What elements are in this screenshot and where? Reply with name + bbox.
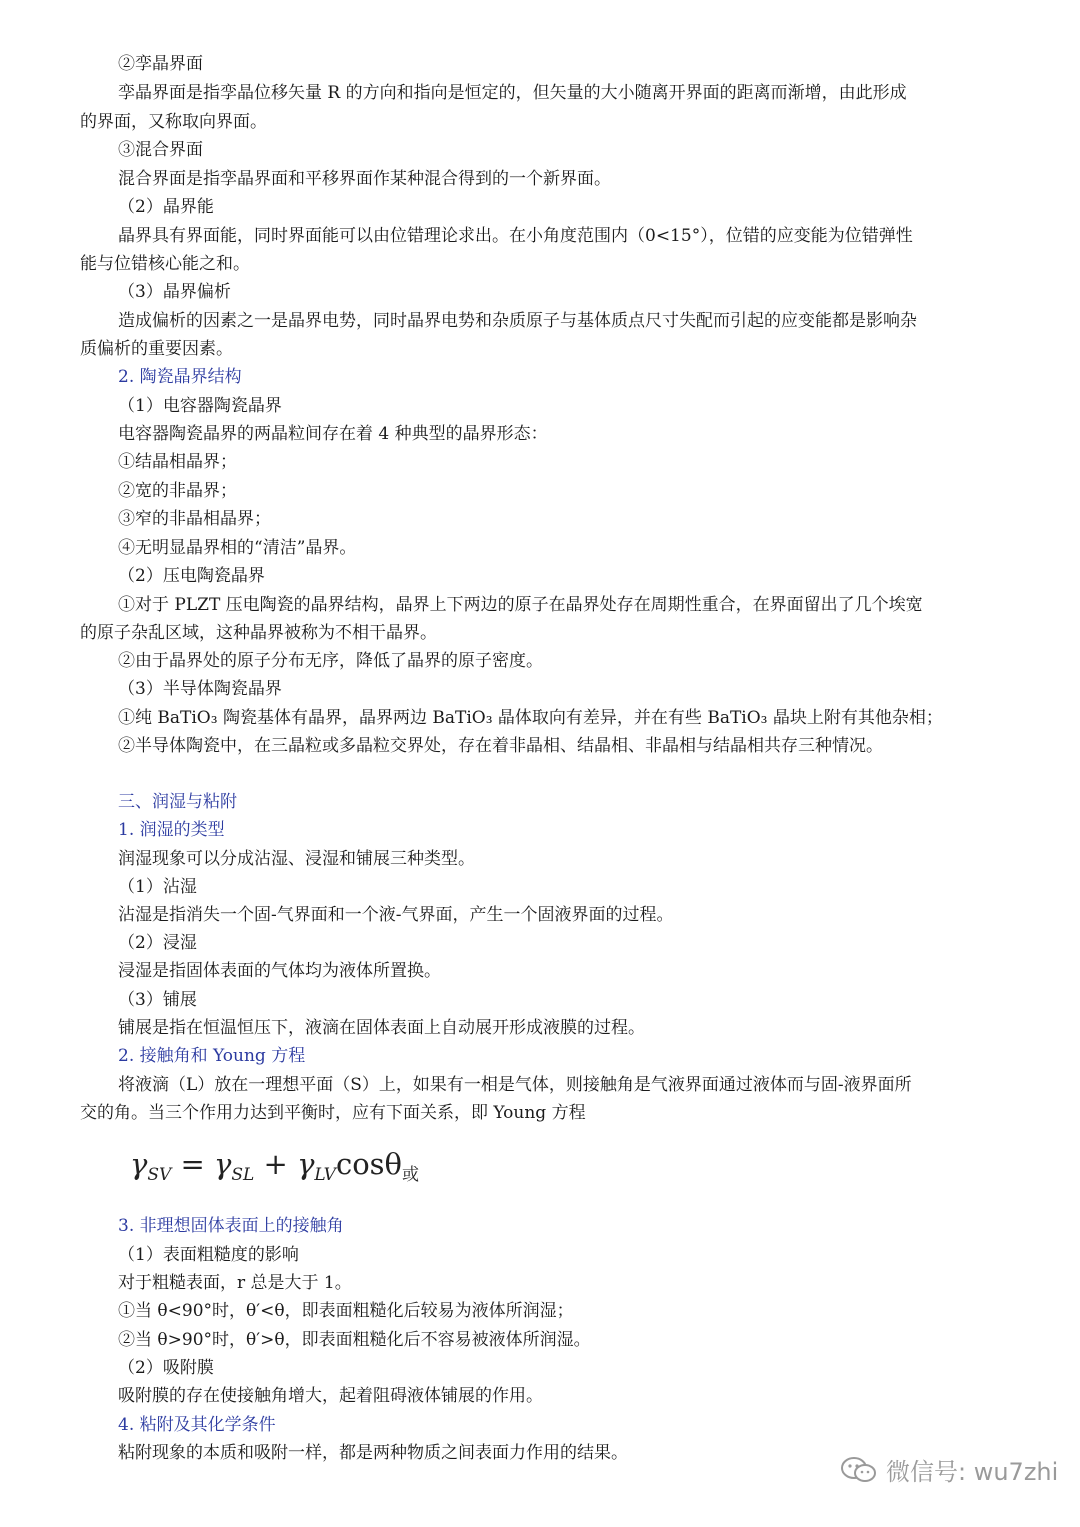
paragraph-line: 将液滴（L）放在一理想平面（S）上，如果有一相是气体，则接触角是气液界面通过液体而与固-液界面所 <box>118 1075 912 1095</box>
paragraph-line: 浸湿是指固体表面的气体均为液体所置换。 <box>118 961 441 981</box>
subsection-semiconductor-ceramic: （3）半导体陶瓷晶界 <box>118 679 282 699</box>
list-item: ②当 θ>90°时，θ′>θ，即表面粗糙化后不容易被液体所润湿。 <box>118 1330 591 1350</box>
paragraph-line: 电容器陶瓷晶界的两晶粒间存在着 4 种典型的晶界形态： <box>118 424 548 444</box>
subsection-mixed-interface: ③混合界面 <box>118 140 203 160</box>
paragraph-line: 铺展是指在恒温恒压下，液滴在固体表面上自动展开形成液膜的过程。 <box>118 1018 645 1038</box>
subsection-adhesional-wetting: （1）沾湿 <box>118 877 197 897</box>
formula-subscript: LV <box>314 1165 336 1185</box>
formula-gamma: γ <box>130 1147 148 1181</box>
wechat-icon <box>840 1456 878 1484</box>
paragraph-line: 的原子杂乱区域，这种晶界被称为不相干晶界。 <box>80 623 437 643</box>
paragraph-line: 润湿现象可以分成沾湿、浸湿和铺展三种类型。 <box>118 849 475 869</box>
chapter-heading: 三、润湿与粘附 <box>118 792 237 812</box>
subsection-segregation: （3）晶界偏析 <box>118 282 231 302</box>
section-heading: 3. 非理想固体表面上的接触角 <box>118 1216 344 1236</box>
formula-subscript: SL <box>231 1165 255 1185</box>
paragraph-line: 的界面，又称取向界面。 <box>80 112 267 132</box>
section-heading: 1. 润湿的类型 <box>118 820 225 840</box>
paragraph-line: 孪晶界面是指孪晶位移矢量 R 的方向和指向是恒定的，但矢量的大小随离开界面的距离而渐增，由此形成 <box>118 83 907 103</box>
list-item: ④无明显晶界相的“清洁”晶界。 <box>118 538 357 558</box>
paragraph-line: 造成偏析的因素之一是晶界电势，同时晶界电势和杂质原子与基体质点尺寸失配而引起的应变能都是影响杂 <box>118 311 917 331</box>
paragraph-line: ①对于 PLZT 压电陶瓷的晶界结构，晶界上下两边的原子在晶界处存在周期性重合，在界面留出了几个埃宽 <box>118 595 923 615</box>
paragraph-line: 沾湿是指消失一个固-气界面和一个液-气界面，产生一个固液界面的过程。 <box>118 905 674 925</box>
paragraph-line: ①纯 BaTiO₃ 陶瓷基体有晶界，晶界两边 BaTiO₃ 晶体取向有差异，并在有些 BaTiO₃ 晶块上附有其他杂相； <box>118 708 943 728</box>
paragraph-line: 对于粗糙表面，r 总是大于 1。 <box>118 1273 352 1293</box>
watermark <box>840 1452 1058 1487</box>
list-item: ②宽的非晶界； <box>118 481 237 501</box>
subsection-twin-interface: ②孪晶界面 <box>118 54 203 74</box>
subsection-capacitor-ceramic: （1）电容器陶瓷晶界 <box>118 396 282 416</box>
list-item: ①结晶相晶界； <box>118 452 237 472</box>
paragraph-line: 交的角。当三个作用力达到平衡时，应有下面关系，即 Young 方程 <box>80 1103 586 1123</box>
formula-plus: + <box>254 1147 298 1181</box>
paragraph-line: ②由于晶界处的原子分布无序，降低了晶界的原子密度。 <box>118 651 543 671</box>
watermark-text: 微信号: wu7zhi <box>886 1458 1059 1486</box>
subsection-grain-boundary-energy: （2）晶界能 <box>118 197 214 217</box>
subsection-roughness: （1）表面粗糙度的影响 <box>118 1245 299 1265</box>
paragraph-line: ②半导体陶瓷中，在三晶粒或多晶粒交界处，存在着非晶相、结晶相、非晶相与结晶相共存三种情况。 <box>118 736 883 756</box>
formula-equals: = <box>171 1147 215 1181</box>
paragraph-line: 粘附现象的本质和吸附一样，都是两种物质之间表面力作用的结果。 <box>118 1443 628 1463</box>
subsection-piezo-ceramic: （2）压电陶瓷晶界 <box>118 566 265 586</box>
list-item: ①当 θ<90°时，θ′<θ，即表面粗糙化后较易为液体所润湿； <box>118 1301 574 1321</box>
paragraph-line: 质偏析的重要因素。 <box>80 339 233 359</box>
subsection-immersional-wetting: （2）浸湿 <box>118 933 197 953</box>
paragraph-line: 混合界面是指孪晶界面和平移界面作某种混合得到的一个新界面。 <box>118 169 611 189</box>
subsection-spreading: （3）铺展 <box>118 990 197 1010</box>
formula-subscript: SV <box>147 1165 172 1185</box>
paragraph-line: 能与位错核心能之和。 <box>80 254 250 274</box>
section-heading: 2. 陶瓷晶界结构 <box>118 367 242 387</box>
section-heading: 2. 接触角和 Young 方程 <box>118 1046 306 1066</box>
formula-or: 或 <box>402 1165 420 1185</box>
formula-gamma: γ <box>214 1147 232 1181</box>
list-item: ③窄的非晶相晶界； <box>118 509 271 529</box>
subsection-adsorption-film: （2）吸附膜 <box>118 1358 214 1378</box>
young-equation <box>130 1147 419 1185</box>
paragraph-line: 吸附膜的存在使接触角增大，起着阻碍液体铺展的作用。 <box>118 1386 543 1406</box>
formula-cos: cosθ <box>335 1147 403 1181</box>
formula-gamma: γ <box>297 1147 315 1181</box>
paragraph-line: 晶界具有界面能，同时界面能可以由位错理论求出。在小角度范围内（0<15°），位错的应变能为位错弹性 <box>118 226 913 246</box>
section-heading: 4. 粘附及其化学条件 <box>118 1415 276 1435</box>
